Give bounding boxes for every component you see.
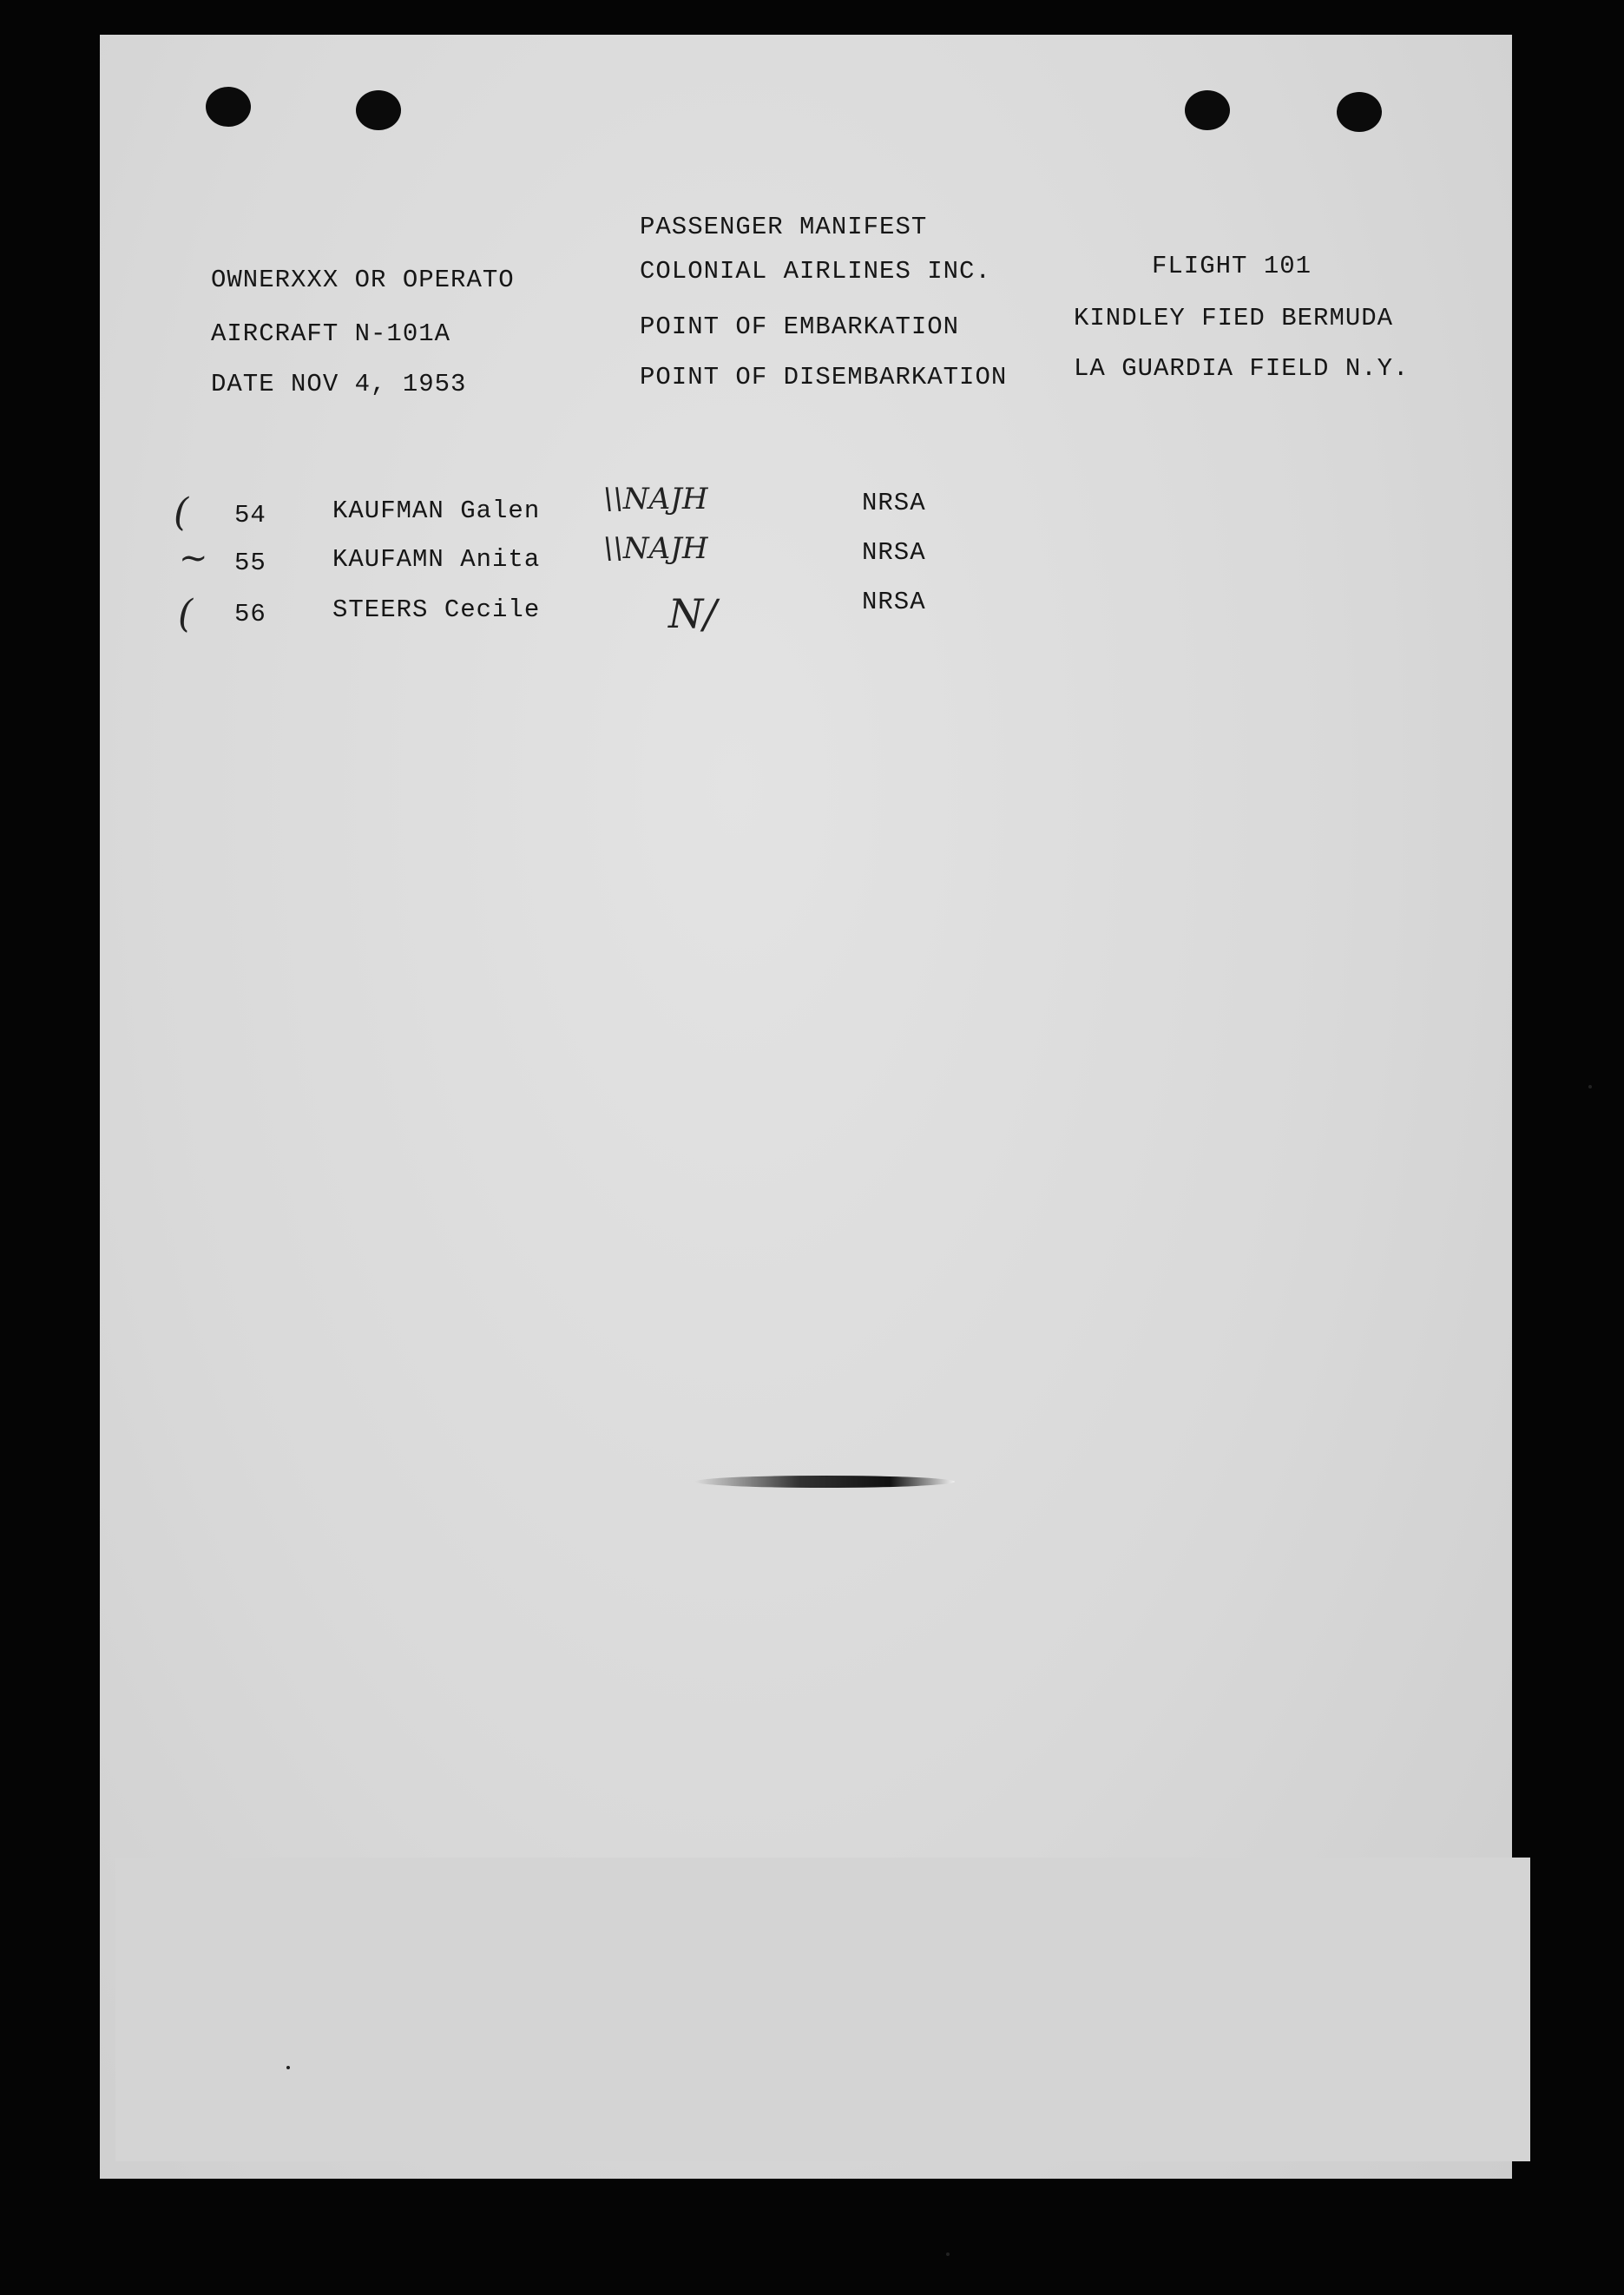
- handwritten-note: \\NAJH: [603, 482, 708, 516]
- embarkation-label: POINT OF EMBARKATION: [640, 312, 960, 341]
- passenger-number: 55: [234, 549, 266, 577]
- punch-hole: [1185, 90, 1230, 130]
- embarkation-value: KINDLEY FIED BERMUDA: [1074, 304, 1394, 332]
- punch-hole: [206, 87, 251, 127]
- aircraft-id: AIRCRAFT N-101A: [211, 319, 451, 348]
- page-lower-edge: [115, 1858, 1530, 2161]
- airline-name: COLONIAL AIRLINES INC.: [640, 257, 991, 286]
- check-mark: (: [178, 592, 194, 636]
- owner-label: OWNERXXX OR OPERATO: [211, 266, 515, 294]
- dust-speck: [946, 2252, 950, 2256]
- disembarkation-value: LA GUARDIA FIELD N.Y.: [1074, 354, 1410, 383]
- disembarkation-label: POINT OF DISEMBARKATION: [640, 363, 1008, 391]
- ink-smudge: [694, 1476, 955, 1488]
- dust-speck: [1588, 1085, 1592, 1088]
- passenger-number: 54: [234, 501, 266, 529]
- punch-hole: [356, 90, 401, 130]
- passenger-status: NRSA: [862, 538, 926, 567]
- check-mark: (: [174, 490, 189, 535]
- passenger-number: 56: [234, 600, 266, 628]
- handwritten-note: N/: [668, 590, 717, 637]
- manifest-title: PASSENGER MANIFEST: [640, 213, 928, 241]
- passenger-status: NRSA: [862, 489, 926, 517]
- handwritten-note: \\NAJH: [603, 531, 708, 566]
- check-mark: ~: [179, 538, 208, 578]
- passenger-name: KAUFMAN Galen: [332, 496, 541, 525]
- passenger-name: KAUFAMN Anita: [332, 545, 541, 574]
- punch-hole: [1337, 92, 1382, 132]
- flight-number: FLIGHT 101: [1152, 252, 1312, 280]
- passenger-name: STEERS Cecile: [332, 595, 541, 624]
- dust-speck: [286, 2066, 290, 2069]
- passenger-status: NRSA: [862, 588, 926, 616]
- manifest-date: DATE NOV 4, 1953: [211, 370, 467, 398]
